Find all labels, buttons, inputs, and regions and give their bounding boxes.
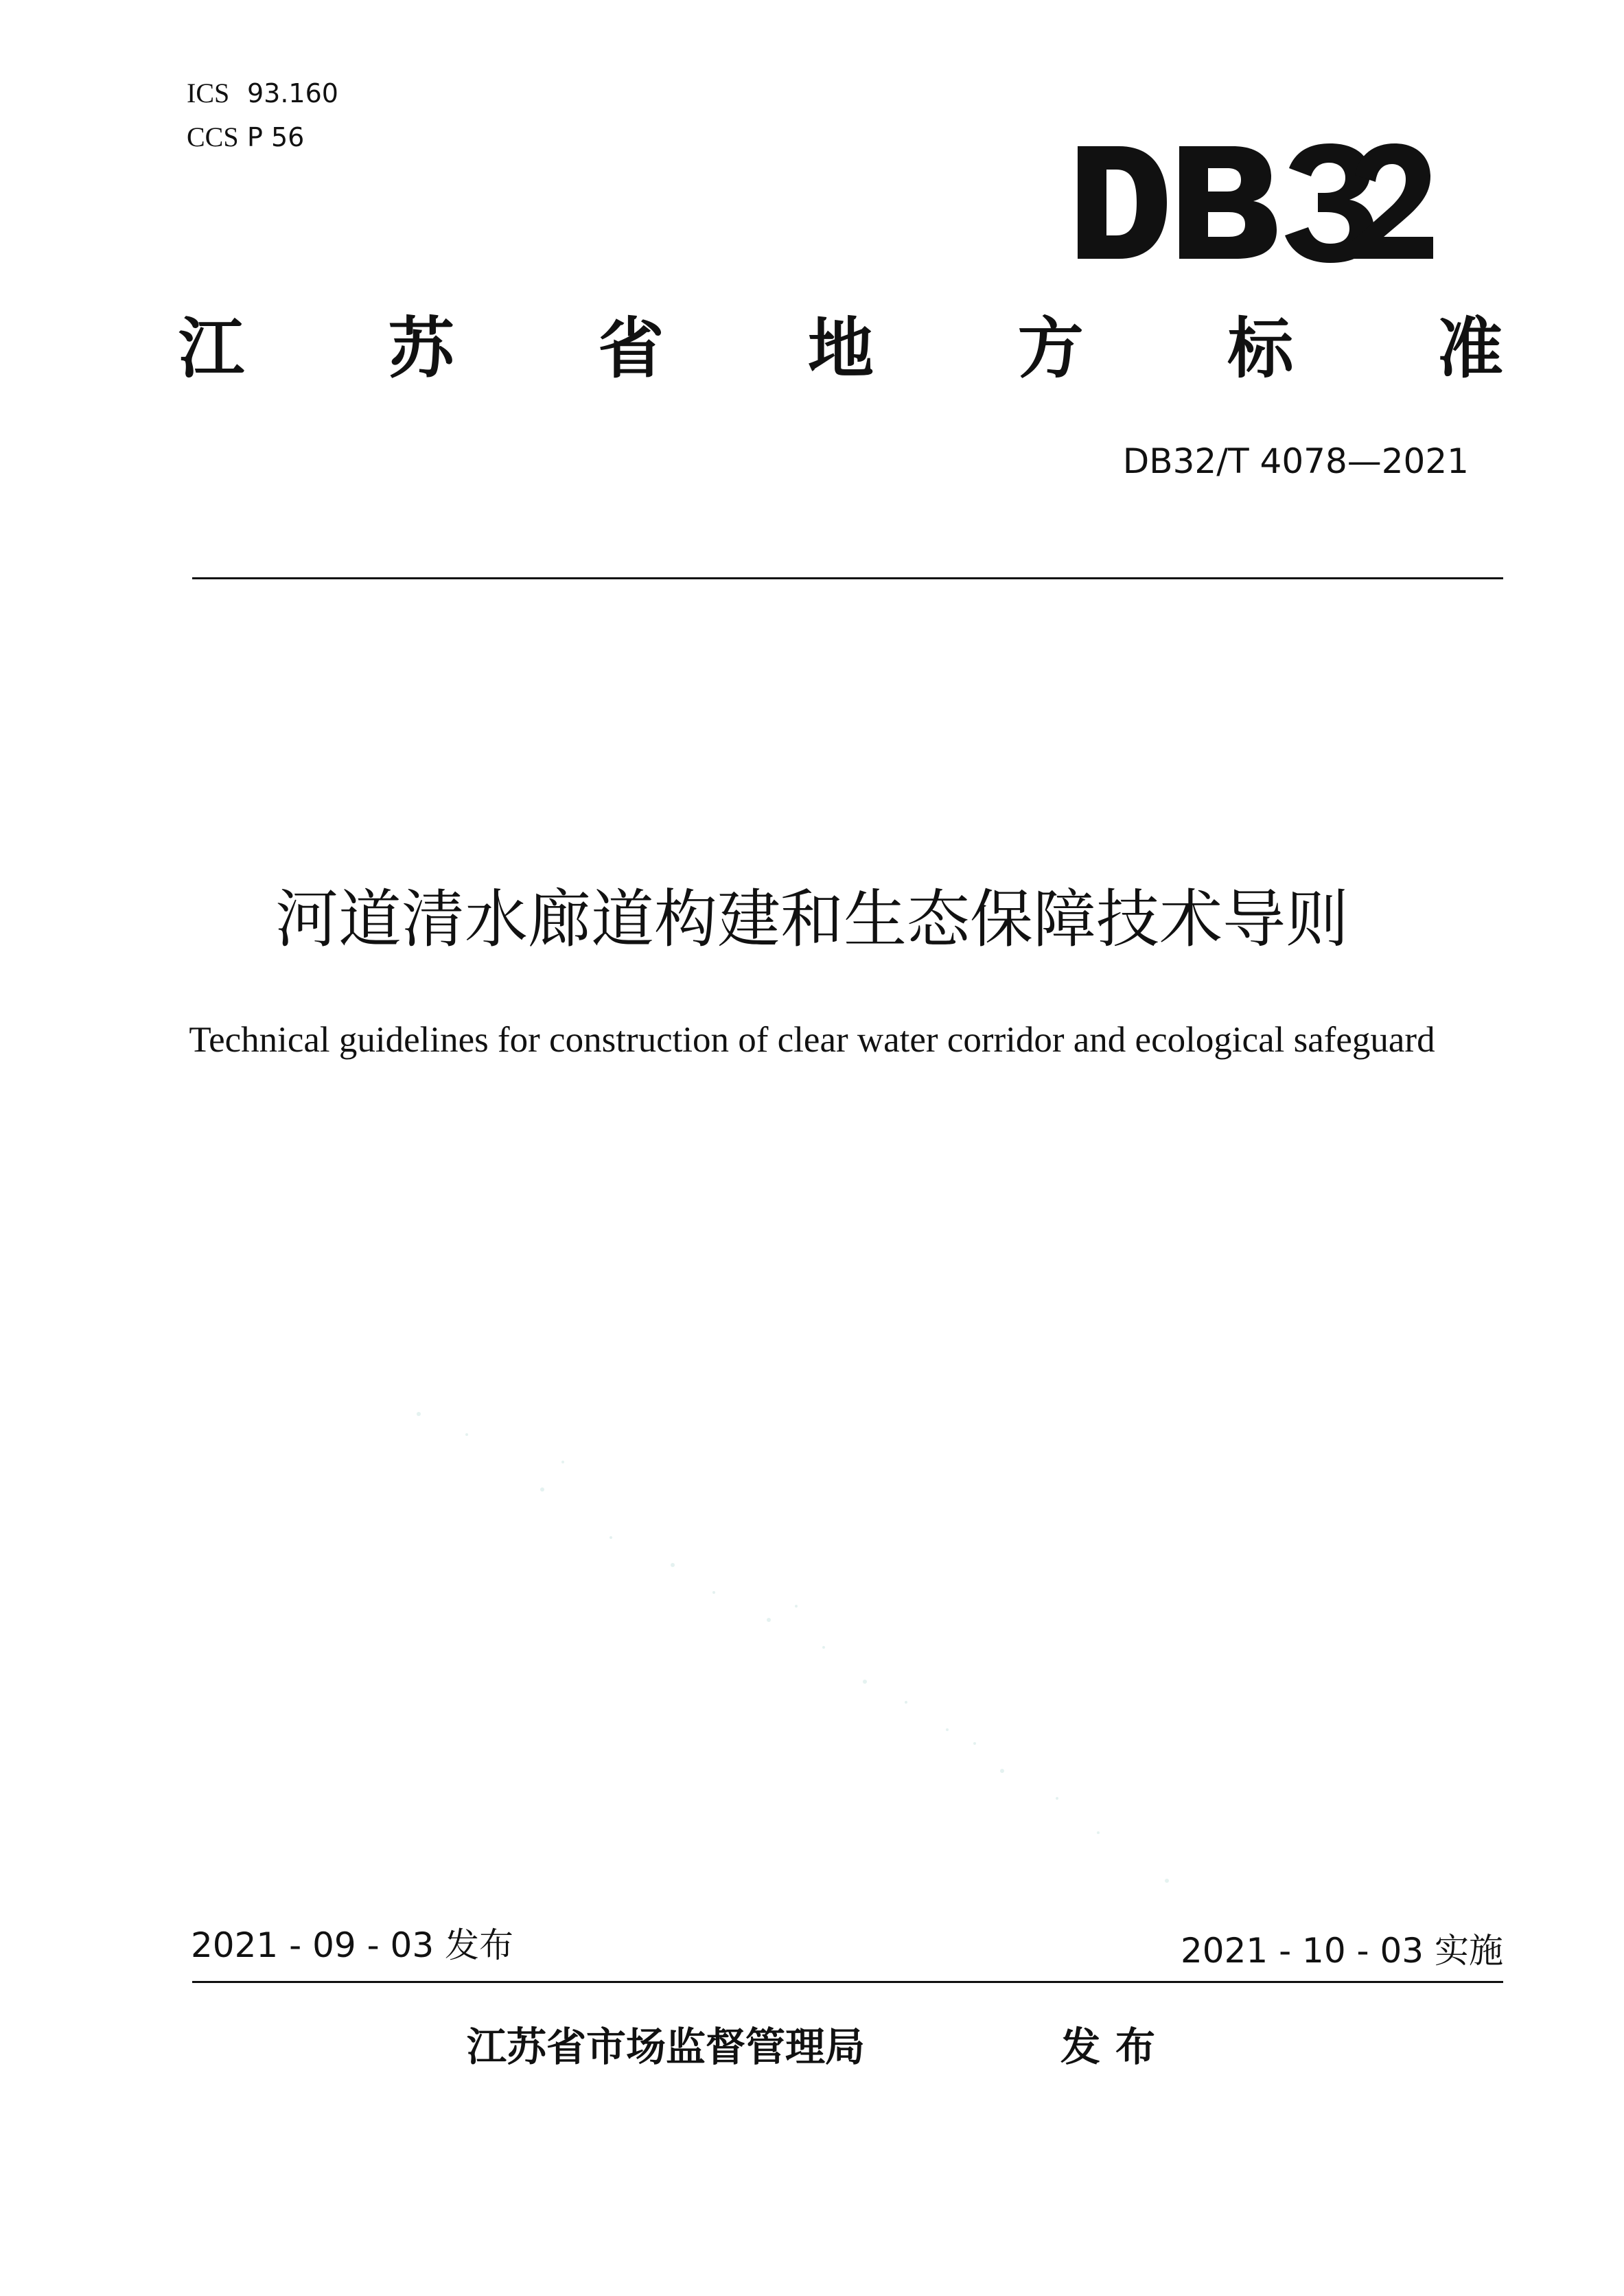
provincial-standard-heading: [178, 308, 1503, 390]
document-title-english: Technical guidelines for construction of clear water corridor and ecological safeguard: [189, 1020, 1435, 1060]
ics-code: [187, 77, 338, 110]
heading-char: 地: [807, 310, 874, 387]
top-divider: [192, 577, 1503, 579]
ccs-label: CCS: [187, 121, 239, 152]
publisher-action: 发布: [1060, 2024, 1171, 2070]
bottom-divider: [192, 1981, 1503, 1983]
heading-char: 准: [1437, 310, 1503, 387]
implementation-date: 2021 - 10 - 03 实施: [1180, 1931, 1503, 1971]
heading-char: 标: [1227, 310, 1294, 387]
heading-char: 江: [178, 310, 244, 387]
standard-number: DB32/T 4078—2021: [1122, 441, 1469, 481]
heading-char: 苏: [388, 310, 454, 387]
document-title-chinese: 河道清水廊道构建和生态保障技术导则: [275, 883, 1349, 956]
ics-value: 93.160: [247, 78, 338, 108]
publisher-name: 江苏省市场监督管理局: [467, 2024, 866, 2070]
heading-char: 省: [598, 310, 664, 387]
ccs-code: [187, 121, 304, 154]
db32-logo: [1071, 141, 1435, 264]
scan-speckles: [384, 1387, 1277, 1936]
ccs-value: P 56: [247, 122, 305, 152]
ics-label: ICS: [187, 78, 230, 108]
issue-date: 2021 - 09 - 03 发布: [191, 1925, 514, 1965]
heading-char: 方: [1017, 310, 1084, 387]
